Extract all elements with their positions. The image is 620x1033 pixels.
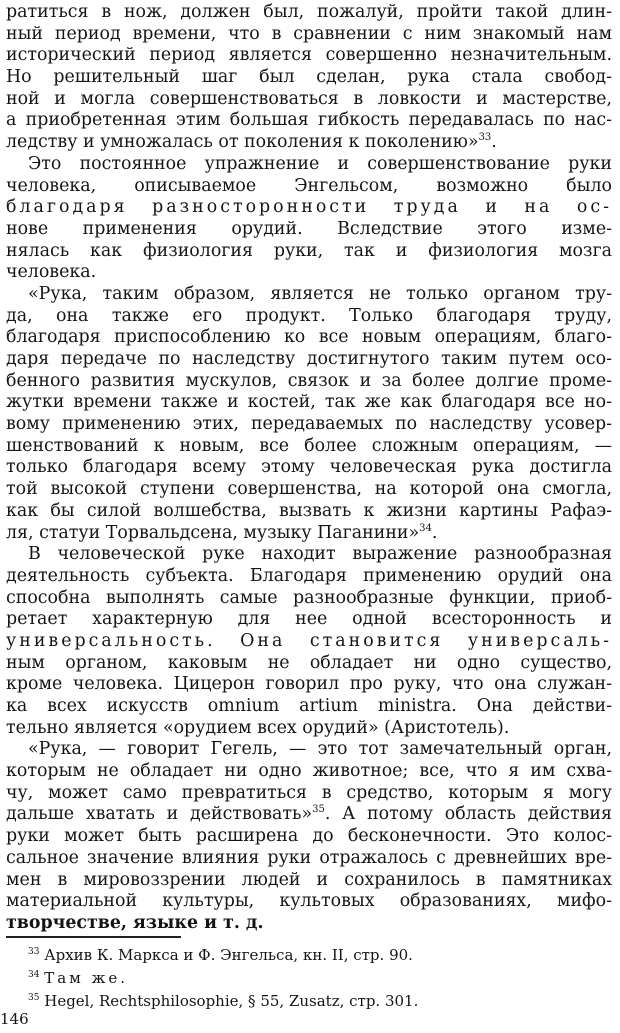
footnote-ref: 35 — [312, 804, 325, 816]
text-line: тельно является «орудием всех орудий» (Аристотель). — [6, 717, 510, 738]
text-line: ка всех искусств omnium artium ministra. Она действи- — [6, 696, 612, 716]
text-line: деятельность субъекта. Благодаря применению орудий она — [6, 565, 612, 586]
text-line: жутки времени также и костей, так же как благодаря все но- — [6, 392, 612, 413]
text-line: универсальность. Она становится универсаль- — [6, 630, 612, 651]
text-line: Это постоянное упражнение и совершенствование руки — [28, 153, 612, 174]
text-line: бенного развития мускулов, связок и за более долгие проме- — [6, 370, 612, 391]
text-line: а приобретенная этим большая гибкость передавалась по нас- — [6, 110, 612, 131]
footnote — [28, 967, 612, 990]
text-span: . А потому область действия — [324, 804, 612, 825]
text-line: ратиться в нож, должен был, пожалуй, пройти такой длин- — [6, 2, 612, 22]
text-line: ным органом, каковым не обладает ни одно существо, — [6, 652, 612, 673]
text-line: чу, может само превратиться в средство, которым я могу — [6, 782, 612, 803]
text-line: «Рука, таким образом, является не только органом тру- — [28, 283, 612, 304]
text-line: ретает характерную для нее одной всесторонность и — [6, 609, 612, 630]
text-line: Но решительный шаг был сделан, рука стала свобод- — [6, 67, 612, 88]
text-line: исторический период является совершенно незначительным. — [6, 45, 612, 66]
text-line: которым не обладает ни одно животное; все, что я им схва- — [6, 761, 612, 782]
footnote-ref: 34 — [419, 522, 432, 534]
text-span: . — [431, 522, 438, 543]
text-span: ля, статуи Торвальдсена, музыку Паганини» — [6, 522, 420, 543]
paragraph — [6, 544, 612, 739]
text-span: дальше хватать и действовать» — [6, 804, 313, 825]
text-line — [6, 132, 612, 154]
text-line — [6, 523, 612, 545]
text-line: кроме человека. Цицерон говорил про руку, что она служан- — [6, 674, 612, 695]
paragraph — [6, 739, 612, 934]
text-line: даря передаче по наследству достигнутого таким путем осо- — [6, 349, 612, 369]
text-line: шенствований к новым, все более сложным операциям, — — [6, 435, 612, 456]
page-number: 146 — [0, 1010, 29, 1028]
paragraph — [6, 284, 612, 544]
footnote — [28, 990, 612, 1013]
paragraph — [6, 2, 612, 154]
text-line: способна выполнять самые разнообразные функции, приоб- — [6, 587, 612, 608]
text-line: благодаря разносторонности труда и на ос- — [6, 197, 612, 218]
text-line: руки может быть расширена до бесконечности. Это колос- — [6, 826, 612, 847]
footnotes — [28, 944, 612, 1013]
footnote-number: 33 — [28, 947, 40, 957]
footnote-text: Архив К. Маркса и Ф. Энгельса, кн. II, стр. 90. — [44, 946, 413, 964]
text-line — [6, 804, 612, 826]
text-line: благодаря приспособлению ко все новым операциям, благо- — [6, 327, 612, 348]
text-line: материальной культуры, культовых образованиях, мифо- — [6, 891, 612, 912]
text-line: ный период времени, что в сравнении с ним знакомый нам — [6, 23, 612, 44]
text-line: ной и могла совершенствоваться в ловкости и мастерстве, — [6, 88, 612, 109]
footnote-ref: 33 — [478, 132, 492, 144]
text-line: нове применения орудий. Вследствие этого изме- — [6, 218, 612, 239]
footnote-divider — [6, 936, 181, 938]
main-text — [6, 2, 612, 935]
text-line: вому применению этих, передаваемых по наследству усовер- — [6, 414, 612, 435]
text-line: мен в мировоззрении людей и сохранилось в памятниках — [6, 869, 612, 890]
text-line: как бы силой волшебства, вызвать к жизни картины Рафаэ- — [6, 500, 612, 521]
text-line: творчестве, языке и т. д. — [6, 912, 264, 933]
text-line: человека, описываемое Энгельсом, возможно было — [6, 175, 612, 196]
text-line: нялась как физиология руки, так и физиология мозга — [6, 240, 612, 261]
text-line: только благодаря всему этому человеческая рука достигла — [6, 457, 612, 478]
text-line: сальное значение влияния руки отражалось с древнейших вре- — [6, 847, 612, 868]
footnote-number: 34 — [28, 970, 40, 980]
footnote-text: Hegel, Rechtsphilosophie, § 55, Zusatz, стр. 301. — [44, 992, 419, 1010]
footnote — [28, 944, 612, 967]
paragraph — [6, 154, 612, 284]
text-line: той высокой ступени совершенства, на которой она смогла, — [6, 479, 612, 500]
text-line: да, она также его продукт. Только благодаря труду, — [6, 305, 612, 326]
text-line: «Рука, — говорит Гегель, — это тот замечательный орган, — [28, 739, 612, 760]
text-line: В человеческой руке находит выражение разнообразная — [28, 544, 612, 565]
footnote-text: Там же. — [44, 969, 129, 987]
footnote-number: 35 — [28, 993, 40, 1003]
text-line: человека. — [6, 262, 97, 283]
text-span: . — [491, 132, 497, 153]
text-span: ледству и умножалась от поколения к поколению» — [6, 132, 479, 153]
